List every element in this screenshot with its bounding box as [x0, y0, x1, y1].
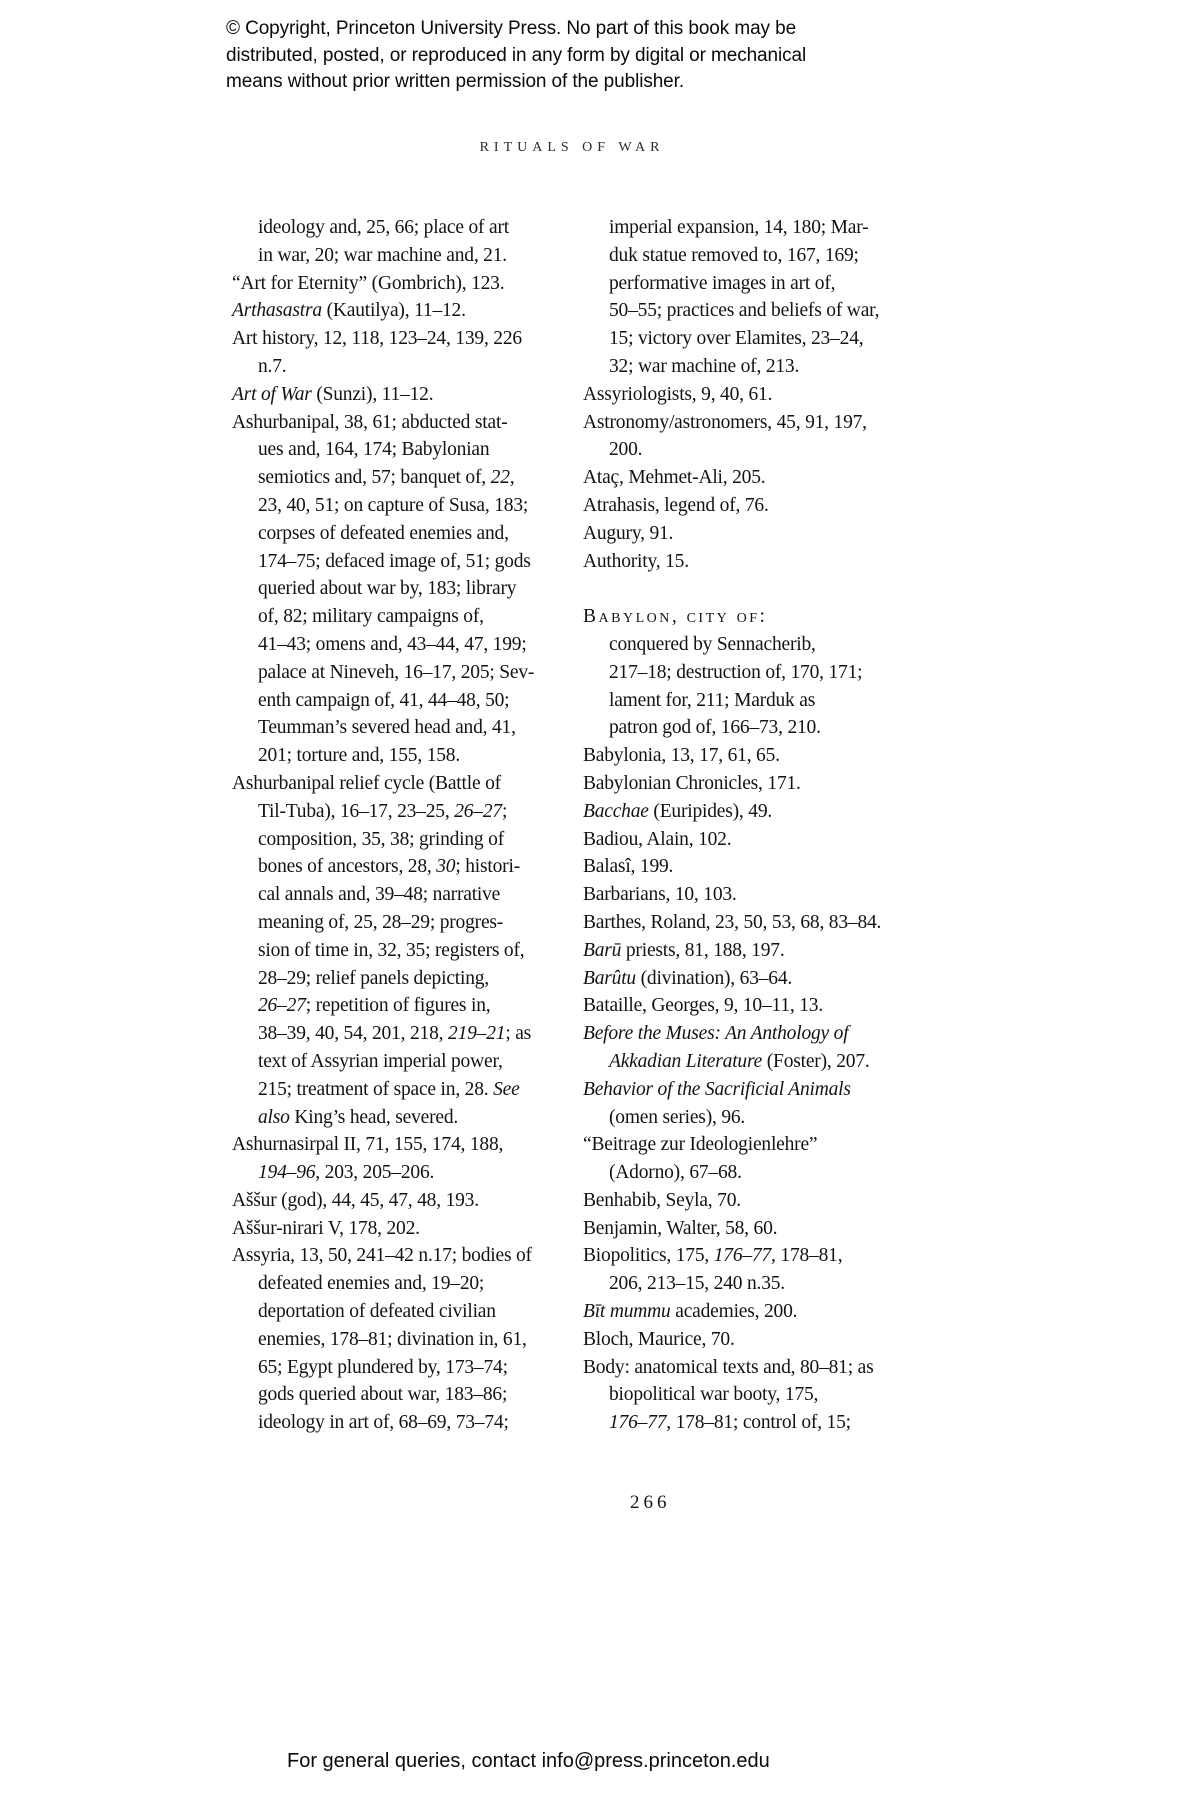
index-line	[232, 881, 572, 909]
index-text-segment: Til-Tuba), 16–17, 23–25,	[258, 800, 455, 822]
index-line	[232, 1131, 572, 1159]
index-line	[232, 1270, 572, 1298]
index-text-segment: Barbarians, 10, 103.	[583, 884, 737, 906]
index-line	[583, 631, 923, 659]
index-text-segment: (Foster), 207.	[762, 1050, 870, 1072]
index-line	[232, 270, 572, 298]
index-text-segment: 215; treatment of space in, 28.	[258, 1078, 494, 1100]
index-text-segment: patron god of, 166–73, 210.	[609, 717, 821, 739]
index-text-segment: Ataç, Mehmet-Ali, 205.	[583, 467, 766, 489]
index-line	[232, 548, 572, 576]
index-text-segment: in war, 20; war machine and, 21.	[258, 244, 507, 266]
index-text-segment: 41–43; omens and, 43–44, 47, 199;	[258, 633, 527, 655]
index-line	[232, 714, 572, 742]
index-text-segment: 178–81,	[775, 1245, 843, 1267]
index-text-segment: conquered by Sennacherib,	[609, 633, 816, 655]
index-text-segment: duk statue removed to, 167, 169;	[609, 244, 859, 266]
index-line	[583, 353, 923, 381]
index-text-segment: palace at Nineveh, 16–17, 205; Sev-	[258, 661, 535, 683]
index-line	[232, 381, 572, 409]
index-line	[232, 631, 572, 659]
index-text-segment: ;	[501, 800, 508, 822]
index-text-segment: Babylonia, 13, 17, 61, 65.	[583, 745, 780, 767]
index-text-segment: (Kautilya), 11–12.	[321, 300, 466, 322]
index-text-segment: Atrahasis, legend of, 76.	[583, 494, 769, 516]
index-line	[232, 464, 572, 492]
index-text-segment: enth campaign of, 41, 44–48, 50;	[258, 689, 510, 711]
index-text-segment: (Euripides), 49.	[648, 800, 773, 822]
index-text-segment: ; histori-	[455, 856, 520, 878]
index-text-segment: ; as	[505, 1023, 532, 1045]
index-line	[583, 520, 923, 548]
index-text-segment: 178–81; control of, 15;	[670, 1412, 851, 1434]
index-text-segment: 206, 213–15, 240 n.35.	[609, 1273, 785, 1295]
index-text-segment: Akkadian Literature	[609, 1050, 763, 1072]
index-text-segment: defeated enemies and, 19–20;	[258, 1273, 485, 1295]
index-text-segment: gods queried about war, 183–86;	[258, 1384, 508, 1406]
index-text-segment: 15; victory over Elamites, 23–24,	[609, 328, 864, 350]
index-line	[232, 853, 572, 881]
index-text-segment: deportation of defeated civilian	[258, 1301, 496, 1323]
index-line	[232, 1020, 572, 1048]
index-text-segment: sion of time in, 32, 35; registers of,	[258, 939, 525, 961]
index-line	[583, 603, 923, 631]
index-line	[232, 1215, 572, 1243]
index-text-segment: Teumman’s severed head and, 41,	[258, 717, 516, 739]
index-line	[583, 270, 923, 298]
index-text-segment: Ashurbanipal, 38, 61; abducted stat-	[232, 411, 508, 433]
index-text-segment: 217–18; destruction of, 170, 171;	[609, 661, 863, 683]
index-text-segment: bones of ancestors, 28,	[258, 856, 437, 878]
index-text-segment: Bīt mummu	[583, 1301, 671, 1323]
index-line	[583, 1326, 923, 1354]
index-text-segment: Bloch, Maurice, 70.	[583, 1328, 735, 1350]
index-line	[583, 826, 923, 854]
index-line	[232, 1076, 572, 1104]
copyright-line: means without prior written permission of the publisher.	[226, 71, 685, 92]
index-line	[583, 1020, 923, 1048]
index-line	[583, 853, 923, 881]
index-text-segment: (divination), 63–64.	[635, 967, 793, 989]
index-line	[583, 1215, 923, 1243]
index-line	[583, 1381, 923, 1409]
index-line	[583, 242, 923, 270]
index-text-segment: biopolitical war booty, 175,	[609, 1384, 819, 1406]
index-text-segment: Assyria, 13, 50, 241–42 n.17; bodies of	[232, 1245, 532, 1267]
index-line	[583, 659, 923, 687]
index-text-segment: Benjamin, Walter, 58, 60.	[583, 1217, 778, 1239]
index-line	[232, 1104, 572, 1132]
footer-contact: For general queries, contact info@press.princeton.edu	[287, 1750, 770, 1772]
index-line	[232, 325, 572, 353]
index-text-segment: Ashurnasirpal II, 71, 155, 174, 188,	[232, 1134, 504, 1156]
index-line	[583, 1048, 923, 1076]
index-text-segment: Augury, 91.	[583, 522, 674, 544]
index-line	[232, 242, 572, 270]
index-line	[583, 1104, 923, 1132]
index-line	[232, 1242, 572, 1270]
index-line	[583, 297, 923, 325]
index-line	[583, 214, 923, 242]
index-text-segment: Aššur (god), 44, 45, 47, 48, 193.	[232, 1189, 479, 1211]
index-line	[583, 1242, 923, 1270]
index-text-segment: ideology in art of, 68–69, 73–74;	[258, 1412, 509, 1434]
running-header: RITUALS OF WAR	[479, 140, 665, 155]
index-text-segment: Arthasastra	[232, 300, 322, 322]
index-line	[583, 325, 923, 353]
index-line	[583, 409, 923, 437]
index-text-segment: 174–75; defaced image of, 51; gods	[258, 550, 531, 572]
index-line	[583, 742, 923, 770]
index-line	[583, 492, 923, 520]
index-line	[583, 1159, 923, 1187]
index-text-segment: Balasî, 199.	[583, 856, 674, 878]
index-text-segment: priests, 81, 188, 197.	[621, 939, 785, 961]
index-text-segment: 22,	[490, 467, 515, 489]
index-line	[583, 464, 923, 492]
index-text-segment: Aššur-nirari V, 178, 202.	[232, 1217, 420, 1239]
index-line	[232, 492, 572, 520]
index-line	[232, 1409, 572, 1437]
index-line	[232, 409, 572, 437]
index-line	[232, 1326, 572, 1354]
index-line	[232, 937, 572, 965]
index-text-segment: corpses of defeated enemies and,	[258, 522, 509, 544]
index-line	[583, 798, 923, 826]
index-text-segment: “Beitrage zur Ideologienlehre”	[583, 1134, 818, 1156]
index-text-segment: Barū	[583, 939, 622, 961]
index-text-segment: cal annals and, 39–48; narrative	[258, 884, 501, 906]
index-text-segment: 200.	[609, 439, 643, 461]
index-text-segment: composition, 35, 38; grinding of	[258, 828, 505, 850]
index-text-segment: Before the Muses: An Anthology of	[583, 1023, 849, 1045]
index-text-segment: Babylon, city of:	[583, 606, 768, 628]
index-text-segment: meaning of, 25, 28–29; progres-	[258, 911, 504, 933]
index-line	[583, 1131, 923, 1159]
index-left-column	[232, 214, 572, 1437]
index-text-segment: See	[493, 1078, 520, 1100]
index-text-segment: Authority, 15.	[583, 550, 689, 572]
index-text-segment: Art history, 12, 118, 123–24, 139, 226	[232, 328, 522, 350]
index-text-segment: of, 82; military campaigns of,	[258, 606, 484, 628]
index-line	[232, 520, 572, 548]
index-text-segment: 23, 40, 51; on capture of Susa, 183;	[258, 494, 529, 516]
index-line	[232, 1381, 572, 1409]
index-text-segment: 194–96,	[258, 1162, 320, 1184]
index-text-segment: 26–27	[454, 800, 502, 822]
index-line	[583, 714, 923, 742]
index-line	[583, 1270, 923, 1298]
index-line	[583, 937, 923, 965]
copyright-line: distributed, posted, or reproduced in any form by digital or mechanical	[226, 44, 807, 66]
index-text-segment: King’s head, severed.	[289, 1106, 459, 1128]
index-line	[232, 992, 572, 1020]
index-line	[583, 575, 923, 603]
index-right-column	[583, 214, 923, 1437]
index-text-segment: Barthes, Roland, 23, 50, 53, 68, 83–84.	[583, 911, 882, 933]
index-text-segment: semiotics and, 57; banquet of,	[258, 467, 491, 489]
index-line	[232, 603, 572, 631]
index-line	[232, 742, 572, 770]
index-text-segment: 26–27	[258, 995, 306, 1017]
index-line	[232, 798, 572, 826]
index-text-segment: Babylonian Chronicles, 171.	[583, 772, 801, 794]
copyright-line: © Copyright, Princeton University Press. No part of this book may be	[226, 18, 797, 39]
index-line	[232, 1298, 572, 1326]
index-line	[583, 687, 923, 715]
index-line	[583, 1409, 923, 1437]
index-text-segment: 32; war machine of, 213.	[609, 355, 800, 377]
index-text-segment: “Art for Eternity” (Gombrich), 123.	[232, 272, 505, 294]
index-text-segment: 176–77,	[713, 1245, 776, 1267]
index-line	[232, 1187, 572, 1215]
index-line	[232, 575, 572, 603]
index-line	[583, 909, 923, 937]
index-line	[232, 214, 572, 242]
index-text-segment: performative images in art of,	[609, 272, 836, 294]
index-text-segment: Art of War	[232, 383, 312, 405]
index-text-segment: Barûtu	[583, 967, 636, 989]
index-text-segment: Behavior of the Sacrificial Animals	[583, 1078, 851, 1100]
index-text-segment: lament for, 211; Marduk as	[609, 689, 816, 711]
index-text-segment: Body: anatomical texts and, 80–81; as	[583, 1356, 874, 1378]
index-text-segment: Astronomy/astronomers, 45, 91, 197,	[583, 411, 867, 433]
index-line	[232, 1159, 572, 1187]
index-text-segment: Assyriologists, 9, 40, 61.	[583, 383, 773, 405]
index-line	[232, 770, 572, 798]
index-text-segment: (Adorno), 67–68.	[609, 1162, 742, 1184]
index-line	[583, 381, 923, 409]
index-line	[583, 1298, 923, 1326]
index-line	[232, 353, 572, 381]
index-text-segment: Ashurbanipal relief cycle (Battle of	[232, 772, 501, 794]
index-line	[232, 909, 572, 937]
index-text-segment: 219–21	[448, 1023, 506, 1045]
index-text-segment: 201; torture and, 155, 158.	[258, 745, 461, 767]
index-line	[232, 687, 572, 715]
index-text-segment: enemies, 178–81; divination in, 61,	[258, 1328, 527, 1350]
index-line	[232, 436, 572, 464]
index-line	[232, 826, 572, 854]
index-text-segment: ; repetition of figures in,	[305, 995, 491, 1017]
index-line	[232, 1048, 572, 1076]
index-line	[232, 1354, 572, 1382]
index-line	[583, 548, 923, 576]
index-text-segment: 38–39, 40, 54, 201, 218,	[258, 1023, 449, 1045]
index-line	[583, 881, 923, 909]
index-text-segment: Benhabib, Seyla, 70.	[583, 1189, 741, 1211]
index-text-segment: 30	[436, 856, 456, 878]
index-text-segment: n.7.	[258, 355, 287, 377]
index-text-segment: 176–77,	[609, 1412, 671, 1434]
index-line	[583, 1187, 923, 1215]
index-line	[232, 297, 572, 325]
index-text-segment: Badiou, Alain, 102.	[583, 828, 732, 850]
index-text-segment: also	[258, 1106, 290, 1128]
index-line	[583, 1076, 923, 1104]
index-line	[232, 965, 572, 993]
copyright-notice	[226, 16, 806, 96]
index-line	[583, 965, 923, 993]
index-text-segment: academies, 200.	[670, 1301, 798, 1323]
index-line	[583, 770, 923, 798]
index-text-segment: ideology and, 25, 66; place of art	[258, 217, 509, 238]
index-text-segment: 28–29; relief panels depicting,	[258, 967, 489, 989]
index-text-segment: Biopolitics, 175,	[583, 1245, 714, 1267]
index-text-segment: Bacchae	[583, 800, 649, 822]
index-line	[232, 659, 572, 687]
index-line	[583, 1354, 923, 1382]
index-text-segment: text of Assyrian imperial power,	[258, 1050, 503, 1072]
index-text-segment: queried about war by, 183; library	[258, 578, 517, 600]
index-text-segment: 203, 205–206.	[319, 1162, 435, 1184]
index-text-segment: 65; Egypt plundered by, 173–74;	[258, 1356, 508, 1378]
index-text-segment: 50–55; practices and beliefs of war,	[609, 300, 880, 322]
index-line	[583, 992, 923, 1020]
index-text-segment: (omen series), 96.	[609, 1106, 746, 1128]
page-number: 266	[630, 1492, 671, 1513]
index-text-segment: ues and, 164, 174; Babylonian	[258, 439, 490, 461]
index-text-segment: (Sunzi), 11–12.	[311, 383, 434, 405]
index-text-segment: imperial expansion, 14, 180; Mar-	[609, 217, 869, 238]
index-text-segment: Bataille, Georges, 9, 10–11, 13.	[583, 995, 824, 1017]
index-line	[583, 436, 923, 464]
